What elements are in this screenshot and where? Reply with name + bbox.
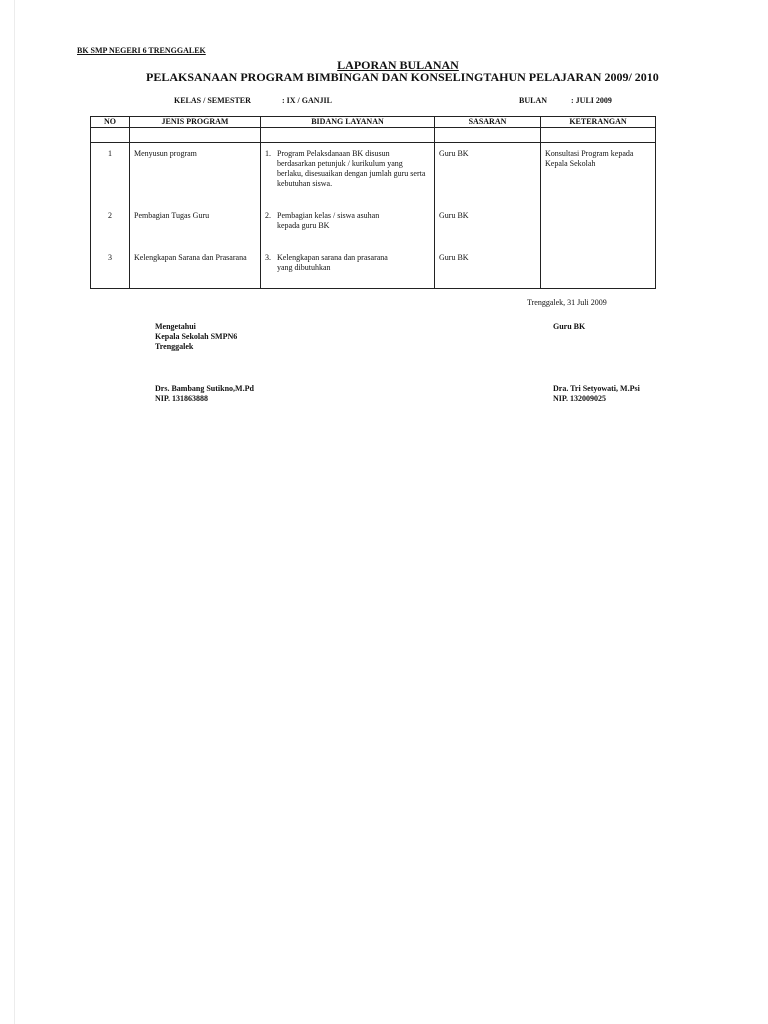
report-title: LAPORAN BULANAN — [337, 58, 459, 72]
list-number: 3. — [265, 252, 271, 262]
cell-jenis-program: Kelengkapan Sarana dan Prasarana — [130, 247, 261, 289]
bidang-first-line: Pembagian kelas / siswa asuhan — [277, 210, 380, 220]
report-subtitle: PELAKSANAAN PROGRAM BIMBINGAN DAN KONSELINGTAHUN PELAJARAN 2009/ 2010 — [146, 70, 659, 84]
counselor-nip: NIP. 132009025 — [553, 394, 607, 403]
signatory-left-title — [155, 322, 237, 352]
column-header-keterangan: KETERANGAN — [541, 117, 656, 128]
table-row — [91, 143, 656, 205]
headmaster-nip: NIP. 131863888 — [155, 394, 209, 403]
cell-jenis-program: Pembagian Tugas Guru — [130, 205, 261, 247]
place-date: Trenggalek, 31 Juli 2009 — [527, 298, 607, 307]
cell-keterangan — [541, 247, 656, 289]
headmaster-title: Kepala Sekolah SMPN6 — [155, 332, 238, 341]
school-name: BK SMP NEGERI 6 TRENGGALEK — [77, 46, 206, 55]
list-number: 2. — [265, 210, 271, 220]
column-header-jenis-program: JENIS PROGRAM — [130, 117, 261, 128]
headmaster-location: Trenggalek — [155, 342, 194, 351]
column-header-no: NO — [91, 117, 130, 128]
bulan-value: : JULI 2009 — [571, 96, 612, 105]
signatory-right-title — [553, 322, 585, 332]
bidang-continued: yang dibutuhkan — [277, 262, 331, 272]
bidang-continued: berdasarkan petunjuk / kurikulum yang berlaku, disesuaikan dengan jumlah guru serta kebutuhan siswa. — [277, 159, 426, 188]
column-header-sasaran: SASARAN — [435, 117, 541, 128]
headmaster-name: Drs. Bambang Sutikno,M.Pd — [155, 384, 254, 393]
bulan-label: BULAN — [519, 96, 548, 105]
cell-bidang-layanan — [261, 143, 435, 205]
cell-keterangan — [541, 205, 656, 247]
cell-sasaran: Guru BK — [435, 143, 541, 205]
cell-sasaran: Guru BK — [435, 205, 541, 247]
report-table — [90, 116, 656, 289]
page-edge — [14, 0, 15, 1024]
cell-no: 1 — [91, 143, 130, 205]
signatory-left — [155, 384, 254, 404]
cell-bidang-layanan — [261, 205, 435, 247]
bidang-first-line: Kelengkapan sarana dan prasarana — [277, 252, 388, 262]
cell-no: 3 — [91, 247, 130, 289]
cell-bidang-layanan — [261, 247, 435, 289]
cell-jenis-program: Menyusun program — [130, 143, 261, 205]
column-header-bidang-layanan: BIDANG LAYANAN — [261, 117, 435, 128]
bidang-continued: kepada guru BK — [277, 220, 330, 230]
counselor-name: Dra. Tri Setyowati, M.Psi — [553, 384, 640, 393]
cell-sasaran: Guru BK — [435, 247, 541, 289]
kelas-label: KELAS / SEMESTER — [174, 96, 251, 105]
counselor-title: Guru BK — [553, 322, 586, 331]
table-row — [91, 247, 656, 289]
table-row — [91, 205, 656, 247]
table-spacer-row — [91, 128, 656, 143]
table-header-row — [91, 117, 656, 128]
signatory-right — [553, 384, 640, 404]
mengetahui-label: Mengetahui — [155, 322, 196, 331]
cell-no: 2 — [91, 205, 130, 247]
bidang-first-line: Program Pelaksdanaan BK disusun — [277, 149, 390, 158]
cell-keterangan: Konsultasi Program kepada Kepala Sekolah — [541, 143, 656, 205]
kelas-value: : IX / GANJIL — [282, 96, 333, 105]
list-number: 1. — [265, 149, 271, 158]
